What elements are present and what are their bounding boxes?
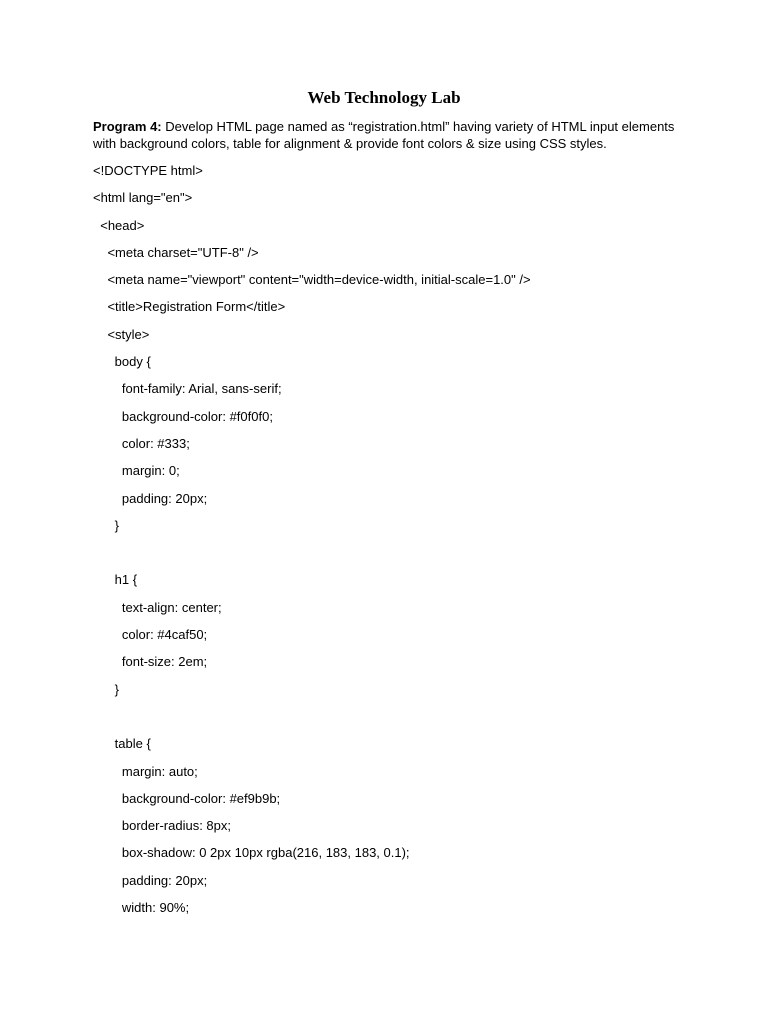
program-label: Program 4: xyxy=(93,119,162,134)
code-line: font-family: Arial, sans-serif; xyxy=(93,381,282,397)
code-line: <meta charset="UTF-8" /> xyxy=(93,244,259,260)
code-line: <!DOCTYPE html> xyxy=(93,163,203,178)
program-description xyxy=(93,118,693,152)
code-line: text-align: center; xyxy=(93,599,222,615)
code-line: } xyxy=(93,681,120,697)
code-line: <style> xyxy=(93,326,150,342)
code-line: <title>Registration Form</title> xyxy=(93,299,286,315)
code-line: <head> xyxy=(93,217,145,233)
code-line: font-size: 2em; xyxy=(93,654,208,670)
code-line: color: #4caf50; xyxy=(93,627,208,643)
code-line: margin: auto; xyxy=(93,763,198,779)
code-line: <meta name="viewport" content="width=device-width, initial-scale=1.0" /> xyxy=(93,272,531,288)
page-title: Web Technology Lab xyxy=(307,88,461,107)
code-line: body { xyxy=(93,354,151,370)
code-line xyxy=(93,708,713,735)
code-line: padding: 20px; xyxy=(93,872,208,888)
code-line: border-radius: 8px; xyxy=(93,818,232,834)
code-line: h1 { xyxy=(93,572,138,588)
code-line: <html lang="en"> xyxy=(93,190,193,206)
program-text: Develop HTML page named as “registration.html” having variety of HTML input elements with background colors, table for alignment & provide font colors & size using CSS styles. xyxy=(93,119,675,151)
code-line: box-shadow: 0 2px 10px rgba(216, 183, 183, 0.1); xyxy=(93,845,410,861)
code-line: margin: 0; xyxy=(93,463,180,479)
code-line: } xyxy=(93,517,120,533)
code-line: color: #333; xyxy=(93,435,190,451)
code-listing xyxy=(93,162,713,926)
code-line: table { xyxy=(93,736,151,752)
code-line: background-color: #f0f0f0; xyxy=(93,408,273,424)
code-line: background-color: #ef9b9b; xyxy=(93,790,281,806)
code-line xyxy=(93,544,713,571)
code-line: width: 90%; xyxy=(93,900,190,916)
code-line: padding: 20px; xyxy=(93,490,208,506)
